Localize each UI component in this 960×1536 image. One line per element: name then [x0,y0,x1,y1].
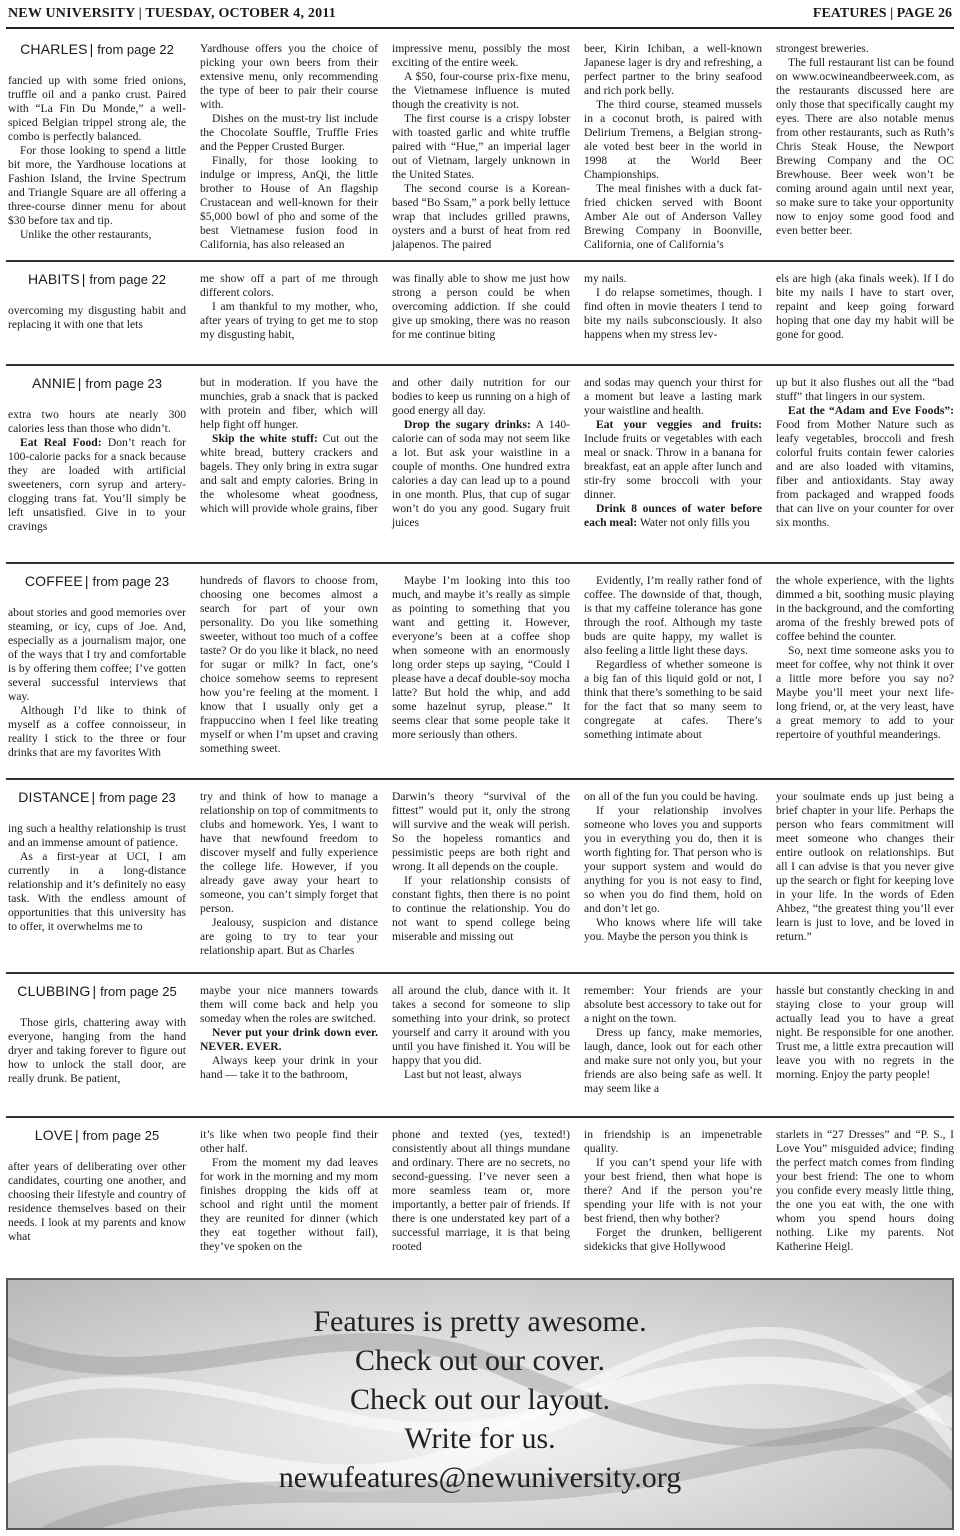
paragraph: Unlike the other restaurants, [20,228,152,241]
paragraph: the whole experience, with the lights dimmed a bit, soothing music playing in the background, and the comforting aroma of the freshly brewed pots of coffee behind the counter. [776,574,954,643]
paragraph: Although I’d like to think of myself as a coffee connoisseur, in reality I stick to the three or four drinks that are my favorites With [8,704,186,759]
habits-col-5 [776,272,954,342]
tip-body: Don’t reach for 100-calorie packs for a snack because they are loaded with artificial sweeteners, corn syrup and artery-clogging trans fat. You’ll simply be left unsatisfied. Give in to your cravings [8,436,186,533]
paragraph: Always keep your drink in your hand — take it to the bathroom, [200,1054,378,1081]
tip-body: Cut out the white bread, buttery crackers and bagels. They only bring in extra sugar and salt and empty calories. Bring in the wholesome wheat goodness, which will provide whole grains, fiber [200,432,378,515]
charles-col-1 [8,42,186,242]
ad-line: Write for us. [404,1422,556,1455]
paragraph: remember: Your friends are your absolute best accessory to take out for a night on the town. [584,984,762,1025]
paragraph: all around the club, dance with it. It takes a second for someone to slip something into your drink, so protect yourself and carry it around with you until you have finished it. You will be happy that you did. [392,984,570,1067]
distance-col-1 [8,790,186,934]
paragraph: phone and texted (yes, texted!) consistently about all things mundane and ordinary. There are no secrets, no second-guessing. I’ve never seen a more seamless team or, more importantly, a better pair of friends. If there is one understated key part of a successful marriage, it is that being rooted [392,1128,570,1253]
jump-from: from page 23 [92,574,170,589]
annie-col-3 [392,376,570,530]
section-rule [6,778,954,780]
section-rule [6,364,954,366]
paragraph: fancied up with some fried onions, truffle oil and a panko crust. Paired with “La Fin Du Monde,” a well-spiced Belgian trippel strong ale, the combo is perfectly balanced. [8,74,186,143]
love-col-4 [584,1128,762,1254]
jump-name: CLUBBING [17,983,91,999]
paragraph: extra two hours ate nearly 300 calories less than those who didn’t. [8,408,186,435]
charles-col-3 [392,42,570,252]
masthead-rule [6,27,954,29]
tip-body: Food from Mother Nature such as leafy vegetables, broccoli and fresh colorful fruits contain fewer calories and are also loaded with vitamins, fiber and antioxidants. Stay away from packaged and wrapped foods that can live on your counter for over six months. [776,418,954,529]
section-rule [6,260,954,262]
masthead-section-page: FEATURES | PAGE 26 [812,6,952,21]
distance-jump-section [6,778,954,964]
jump-head: HABITS | from page 22 [27,271,166,287]
paragraph: Dishes on the must-try list include the Chocolate Souffle, Truffle Fries and the Pepper Crusted Burger. [200,112,378,153]
tip-heading: Never put your drink down ever. NEVER. EVER. [200,1026,378,1053]
coffee-jump-section [6,562,954,770]
annie-jump-section [6,364,954,560]
jump-from: from page 25 [100,984,177,999]
charles-col-2 [200,42,378,252]
paragraph: The third course, steamed mussels in a coconut broth, is paired with Delirium Tremens, a Belgian strong-ale voted best beer in the world in 1998 at the World Beer Championships. [584,98,762,181]
jump-from: from page 23 [99,790,176,805]
paragraph: hassle but constantly checking in and staying close to your group will actually lead you to have a great night. Be responsible for one another. Trust me, a little extra precaution will leave you with no regrets in the morning. Enjoy the party people! [776,984,954,1081]
jump-head: DISTANCE | from page 23 [18,789,176,805]
paragraph: in friendship is an impenetrable quality. [584,1128,762,1155]
tip-heading: Drop the sugary drinks: [404,418,531,431]
paragraph: hundreds of flavors to choose from, choosing one becomes almost a search for part of your own personality. Do you like something sweeter, without too much of a coffee taste? Or do you like it black, no need for sugar or milk? In fact, one’s choice somehow seems to represent how you’re feeling at the moment. I know that I usually only get a frappuccino when I feel like treating myself or when I’m upset and craving something sweet. [200,574,378,755]
clubbing-col-4 [584,984,762,1096]
tip-body: Water not only fills you [637,516,750,529]
paragraph: about stories and good memories over steaming, or icy, cups of Joe. And, especially as a journalism major, one of the ways that I try and comfortable is by offering them coffee; I’ve gotten several successful interviews that way. [8,606,186,703]
paragraph: try and think of how to manage a relationship on top of commitments to clubs and homework. Yes, I want to have that newfound freedom to discover myself and fully experience the college life. However, if you already gave away your heart to someone, you can’t simply forget that person. [200,790,378,915]
paragraph: The full restaurant list can be found on www.ocwineandbeerweek.com, as the restaurants discussed here are only those that specifically caught my eyes. There are also notable menus from other restaurants, such as Ruth’s Chris Steak House, the Newport Brewing Company and the OC Brewhouse. Beer week won’t be coming around again until next year, so make sure to take your opportunity now to enjoy some good food and even better beer. [776,56,954,237]
paragraph: but in moderation. If you have the munchies, grab a snack that is packed with protein and fiber, which will help fight off hunger. [200,376,378,431]
features-promo-ad [6,1278,954,1530]
section-rule [6,562,954,564]
love-col-1 [8,1128,186,1244]
paragraph: If your relationship consists of constant fights, then there is no point to continue the relationship. You do not want to spend college being miserable and missing out [392,874,570,943]
ad-copy [8,1302,952,1497]
annie-col-5 [776,376,954,530]
section-rule [6,972,954,974]
paragraph: From the moment my dad leaves for work in the morning and my mom finishes dropping the kids off at school and right until the moment they are reunited for dinner (which they eat together without fail), they’ve spoken on the [200,1156,378,1253]
clubbing-col-2 [200,984,378,1082]
paragraph: Finally, for those looking to indulge or impress, AnQi, the little brother to House of An flagship Crustacean and well-known for their $5,000 bowl of pho and some of the best Vietnamese fusion food in California, has also released an [200,154,378,251]
paragraph: Regardless of whether someone is a big fan of this liquid gold or not, I think that there’s something to be said for the fact that so many seem to congregate at cafes. There’s something intimate about [584,658,762,741]
tip-heading: Eat Real Food: [20,436,102,449]
paragraph: Who knows where life will take you. Maybe the person you think is [584,916,762,943]
habits-jump-section [6,260,954,360]
jump-name: CHARLES [20,41,88,57]
jump-head: ANNIE | from page 23 [31,375,163,391]
paragraph: up but it also flushes out all the “bad stuff” that lingers in our system. [776,376,954,403]
jump-name: LOVE [34,1127,73,1143]
jump-name: ANNIE [31,375,76,391]
charles-jump-section [6,30,954,255]
charles-col-5 [776,42,954,238]
distance-col-5 [776,790,954,944]
paragraph: Those girls, chattering away with everyone, hanging from the hand dryer and taking forever to figure out how to unlock the stall door, are really drunk. Be patient, [8,1016,186,1085]
clubbing-jump-section [6,972,954,1112]
paragraph: Yardhouse offers you the choice of picking your own beers from their extensive menu, only recommending the type of beer to pair their course with. [200,42,378,111]
paragraph: For those looking to spend a little bit more, the Yardhouse locations at Fashion Island, the Irvine Spectrum and Triangle Square are all offering a three-course dinner menu for about $30 before tax and tip. [8,144,186,227]
paragraph: The first course is a crispy lobster with toasted garlic and white truffle paired with “Hue,” an imperial lager out of Vietnam, largely unknown in the United States. [392,112,570,181]
paragraph: and other daily nutrition for our bodies to keep us running on a high of good energy all day. [392,376,570,417]
paragraph: overcoming my disgusting habit and replacing it with one that lets [8,304,186,331]
paragraph: Last but not least, always [404,1068,522,1081]
love-col-2 [200,1128,378,1254]
habits-col-1 [8,272,186,332]
paragraph: I do relapse sometimes, though. I find often in movie theaters I tend to bite my nails subconsciously. It also happens when my stress lev- [584,286,762,341]
jump-from: from page 25 [82,1128,160,1143]
paragraph: strongest breweries. [776,42,869,55]
paragraph: and sodas may quench your thirst for a moment but leave a lasting mark your waistline and health. [584,376,762,417]
paragraph: Darwin’s theory “survival of the fittest” would put it, only the strong will survive and the weak will perish. So the hopeless romantics and pessimistic peeps are both right and wrong. It all depends on the couple. [392,790,570,873]
annie-col-1 [8,376,186,534]
love-jump-section [6,1116,954,1274]
jump-head: COFFEE | from page 23 [24,573,170,589]
coffee-col-2 [200,574,378,756]
paragraph: maybe your nice manners towards them will come back and help you someday when the roles are switched. [200,984,378,1025]
ad-email: newufeatures@newuniversity.org [278,1461,682,1494]
paragraph: beer, Kirin Ichiban, a well-known Japanese lager is dry and refreshing, a perfect partner to the briny seafood and rich pork belly. [584,42,762,97]
paragraph: Jealousy, suspicion and distance are going to try to tear your relationship apart. But as Charles [200,916,378,957]
distance-col-4 [584,790,762,944]
ad-line: Check out our cover. [355,1344,605,1377]
jump-from: from page 22 [89,272,166,287]
annie-col-2 [200,376,378,516]
paragraph: Evidently, I’m really rather fond of coffee. The downside of that, though, is that my caffeine tolerance has gone through the roof. Although my taste buds are quite happy, my wallet is also feeling a little light these days. [584,574,762,657]
habits-col-2 [200,272,378,342]
jump-head: CHARLES | from page 22 [20,41,174,57]
paragraph: As a first-year at UCI, I am currently in a long-distance relationship and it’s definitely no easy task. With the endless amount of opportunities that this university has to offer, it overwhelms me to [8,850,186,933]
jump-from: from page 23 [85,376,163,391]
tip-heading: Eat your veggies and fruits: [596,418,762,431]
tip-heading: Skip the white stuff: [212,432,318,445]
paragraph: my nails. [584,272,627,285]
habits-col-4 [584,272,762,342]
jump-name: DISTANCE [18,789,90,805]
tip-heading: Drink 8 ounces of water before each meal: [584,502,762,529]
ad-line: Check out our layout. [350,1383,610,1416]
paragraph: starlets in “27 Dresses” and “P. S., I Love You” misguided advice; finding the perfect match comes from finding your best friend: The one to whom you confide every measly little thing, the one you eat with, the one with whom you spend hours doing nothing. Like my parents. Not Katherine Heigl. [776,1128,954,1253]
paragraph: me show off a part of me through different colors. [200,272,378,299]
clubbing-col-1 [8,984,186,1086]
love-col-5 [776,1128,954,1254]
masthead-date: NEW UNIVERSITY | TUESDAY, OCTOBER 4, 2011 [8,6,336,21]
masthead [0,0,960,30]
paragraph: The second course is a Korean-based “Bo Ssam,” a pork belly lettuce wrap that includes grilled prawns, oysters and a burst of heat from red jalapenos. The paired [392,182,570,251]
jump-name: COFFEE [24,573,83,589]
paragraph: was finally able to show me just how strong a person could be when overcoming addiction. If she could give up smoking, there was no reason for me continue biting [392,272,570,341]
clubbing-col-5 [776,984,954,1082]
tip-body: Include fruits or vegetables with each meal or snack. Throw in a banana for breakfast, eat an apple after lunch and stir-fry some broccoli with your dinner. [584,432,762,501]
paragraph: Forget the drunken, belligerent sidekicks that give Hollywood [584,1226,762,1253]
paragraph: If you can’t spend your life with your best friend, then what hope is there? And if the person you’re spending your life with is not your best friend, then why bother? [584,1156,762,1225]
habits-col-3 [392,272,570,342]
paragraph: The meal finishes with a duck fat-fried chicken served with Boont Amber Ale out of Anderson Valley Brewing Company in Boonville, California, one of California’s [584,182,762,251]
paragraph: ing such a healthy relationship is trust and an immense amount of patience. [8,822,186,849]
coffee-col-5 [776,574,954,742]
paragraph: Maybe I’m looking into this too much, and maybe it’s really as simple as pointing to something that you want and getting it. However, everyone’s been at a coffee shop when someone with an enormously long order steps up saying, “Could I please have a decaf double-soy mocha latte? But hold the whip, and add some hazelnut syrup, please.” It seems clear that some people take it more seriously than others. [392,574,571,741]
paragraph: Dress up fancy, make memories, laugh, dance, look out for each other and make sure not only you, but your friends are also being safe as well. It may seem like a [584,1026,762,1095]
paragraph: it’s like when two people find their other half. [200,1128,378,1155]
clubbing-col-3 [392,984,570,1082]
paragraph: I am thankful to my mother, who, after years of trying to get me to stop my disgusting habit, [200,300,378,341]
charles-col-4 [584,42,762,252]
jump-head: CLUBBING | from page 25 [17,983,177,999]
love-col-3 [392,1128,570,1254]
distance-col-2 [200,790,378,958]
jump-head: LOVE | from page 25 [34,1127,160,1143]
tip-heading: Eat the “Adam and Eve Foods”: [788,404,954,417]
jump-from: from page 22 [97,42,174,57]
paragraph: A $50, four-course prix-fixe menu, the Vietnamese influence is muted though the creativity is not. [392,70,570,111]
coffee-col-4 [584,574,762,742]
paragraph: after years of deliberating over other candidates, courting one another, and choosing their lifestyle and country of residence themselves based on their needs. I look at my parents and know what [8,1160,186,1243]
coffee-col-3 [392,574,570,742]
section-rule [6,1116,954,1118]
paragraph: impressive menu, possibly the most exciting of the entire week. [392,42,570,69]
jump-name: HABITS [27,271,80,287]
tip-body: A 140-calorie can of soda may not seem like a lot. But ask your waistline in a couple of months. One hundred extra calories a day can lead up to a pound in one month. Plus, that cup of sugar won’t do you any good. Sugary fruit juices [392,418,570,529]
distance-col-3 [392,790,570,944]
paragraph: your soulmate ends up just being a brief chapter in your life. Perhaps the person who fears commitment will meet someone who changes their entire outlook on relationships. But all I can advise is that you never give up the search or fight for keeping love in your life. In the words of Eden Ahbez, “the greatest thing you’ll ever learn is just to love, and be loved in return.” [776,790,954,943]
annie-col-4 [584,376,762,530]
paragraph: So, next time someone asks you to meet for coffee, why not think it over a little more before you say no? Maybe you’ll meet your next life-long friend, or, at the very least, have a great memory to add to your repertoire of youthful meanderings. [776,644,954,741]
paragraph: els are high (aka finals week). If I do bite my nails I have to start over, repaint and keep going forward hoping that one day my habit will be gone for good. [776,272,954,341]
paragraph: If your relationship involves someone who loves you and supports you in everything you do, then it is worth fighting for. That person who is your support system and would do anything for you is not easy to find, so when you do find them, hold on and don’t let go. [584,804,762,915]
coffee-col-1 [8,574,186,760]
ad-line: Features is pretty awesome. [313,1305,647,1338]
paragraph: on all of the fun you could be having. [584,790,759,803]
